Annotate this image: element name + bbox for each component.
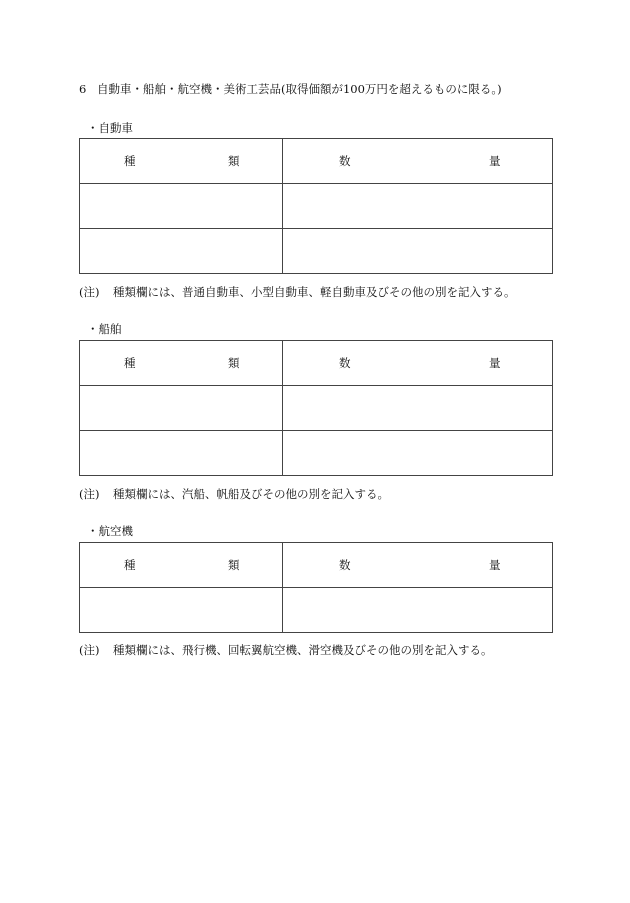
header-quantity-char-2: 量 (489, 154, 501, 168)
subsection-title-ship: ・船舶 (87, 322, 122, 336)
type-input-cell[interactable] (80, 588, 283, 633)
type-input-cell[interactable] (80, 184, 283, 229)
table-row (80, 431, 553, 476)
header-type (80, 543, 283, 588)
quantity-input-cell[interactable] (283, 386, 553, 431)
type-input-cell[interactable] (80, 386, 283, 431)
table-header-row (80, 139, 553, 184)
note-automobile (79, 284, 516, 300)
subsection-title-automobile: ・自動車 (87, 121, 133, 135)
header-quantity-char-2: 量 (489, 558, 501, 572)
header-type-char-2: 類 (228, 558, 240, 572)
table-row (80, 184, 553, 229)
header-type-char-1: 種 (124, 154, 136, 168)
header-quantity (283, 139, 553, 184)
header-type (80, 139, 283, 184)
note-ship (79, 486, 389, 502)
note-text: 種類欄には、飛行機、回転翼航空機、滑空機及びその他の別を記入する。 (113, 643, 493, 657)
automobile-table (79, 138, 553, 274)
table-row (80, 588, 553, 633)
section-heading (79, 81, 502, 97)
section-number: 6 (79, 82, 87, 96)
note-aircraft (79, 642, 493, 658)
note-text: 種類欄には、普通自動車、小型自動車、軽自動車及びその他の別を記入する。 (113, 285, 516, 299)
type-input-cell[interactable] (80, 229, 283, 274)
header-quantity-char-2: 量 (489, 356, 501, 370)
header-type-char-2: 類 (228, 356, 240, 370)
quantity-input-cell[interactable] (283, 431, 553, 476)
header-type-char-1: 種 (124, 558, 136, 572)
header-type (80, 341, 283, 386)
header-quantity (283, 341, 553, 386)
header-quantity-char-1: 数 (339, 154, 351, 168)
note-tag: (注) (79, 285, 100, 299)
header-quantity-char-1: 数 (339, 356, 351, 370)
table-header-row (80, 341, 553, 386)
table-header-row (80, 543, 553, 588)
note-text: 種類欄には、汽船、帆船及びその他の別を記入する。 (113, 487, 389, 501)
quantity-input-cell[interactable] (283, 588, 553, 633)
quantity-input-cell[interactable] (283, 229, 553, 274)
aircraft-table (79, 542, 553, 633)
header-quantity (283, 543, 553, 588)
quantity-input-cell[interactable] (283, 184, 553, 229)
subsection-title-aircraft: ・航空機 (87, 524, 133, 538)
note-tag: (注) (79, 643, 100, 657)
table-row (80, 386, 553, 431)
table-row (80, 229, 553, 274)
section-heading-text: 自動車・船舶・航空機・美術工芸品(取得価額が100万円を超えるものに限る。) (97, 82, 502, 96)
type-input-cell[interactable] (80, 431, 283, 476)
ship-table (79, 340, 553, 476)
header-type-char-1: 種 (124, 356, 136, 370)
header-quantity-char-1: 数 (339, 558, 351, 572)
note-tag: (注) (79, 487, 100, 501)
header-type-char-2: 類 (228, 154, 240, 168)
